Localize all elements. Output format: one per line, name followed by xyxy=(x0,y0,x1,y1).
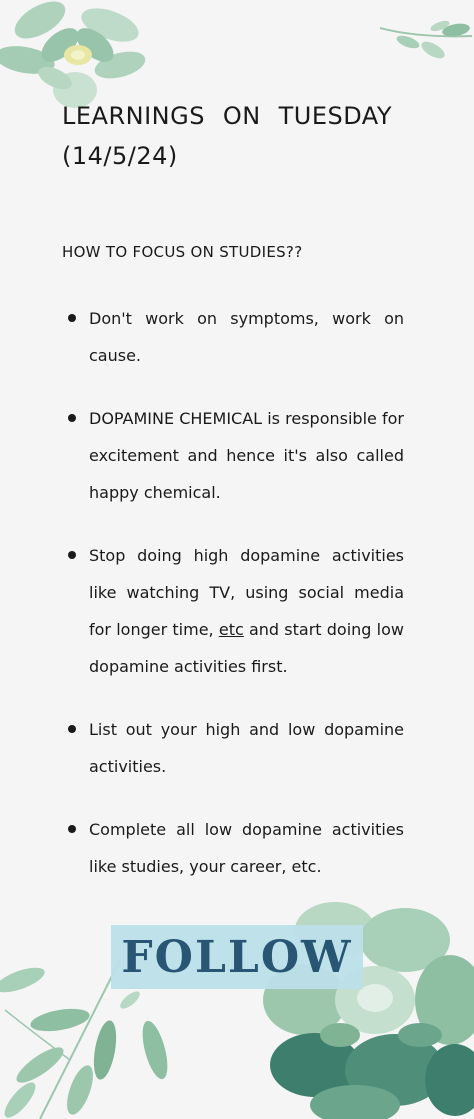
bullet-text-after: and start doing low dopamine activities first. xyxy=(89,620,405,676)
title-line-1: LEARNINGS ON TUESDAY xyxy=(62,102,392,130)
list-item xyxy=(62,537,404,685)
bullet-dot-icon xyxy=(68,725,76,733)
bullet-dot-icon xyxy=(68,314,76,322)
bullet-dot-icon xyxy=(68,551,76,559)
title-line-2: (14/5/24) xyxy=(62,142,178,170)
bullet-dot-icon xyxy=(68,825,76,833)
bullet-text: Don't work on symptoms, work on cause. xyxy=(89,309,404,365)
list-item xyxy=(62,811,404,885)
leaf-sprig-top-right-icon xyxy=(378,18,474,66)
page-title xyxy=(62,96,392,176)
follow-label: FOLLOW xyxy=(121,931,353,983)
bullet-text: DOPAMINE CHEMICAL is responsible for excitement and hence it's also called happy chemical. xyxy=(89,409,404,502)
list-item xyxy=(62,300,404,374)
list-item xyxy=(62,400,404,511)
bullet-text-before: Stop doing high dopamine activities like watching TV, using social media for longer time, xyxy=(89,546,404,639)
follow-banner[interactable] xyxy=(111,925,363,989)
list-item xyxy=(62,711,404,785)
bullet-text: List out your high and low dopamine activities. xyxy=(89,720,404,776)
bullet-list xyxy=(62,300,404,885)
bullet-text: Complete all low dopamine activities like studies, your career, etc. xyxy=(89,820,404,876)
bullet-dot-icon xyxy=(68,414,76,422)
underlined-etc: etc xyxy=(218,620,244,639)
section-heading: HOW TO FOCUS ON STUDIES?? xyxy=(62,243,303,261)
